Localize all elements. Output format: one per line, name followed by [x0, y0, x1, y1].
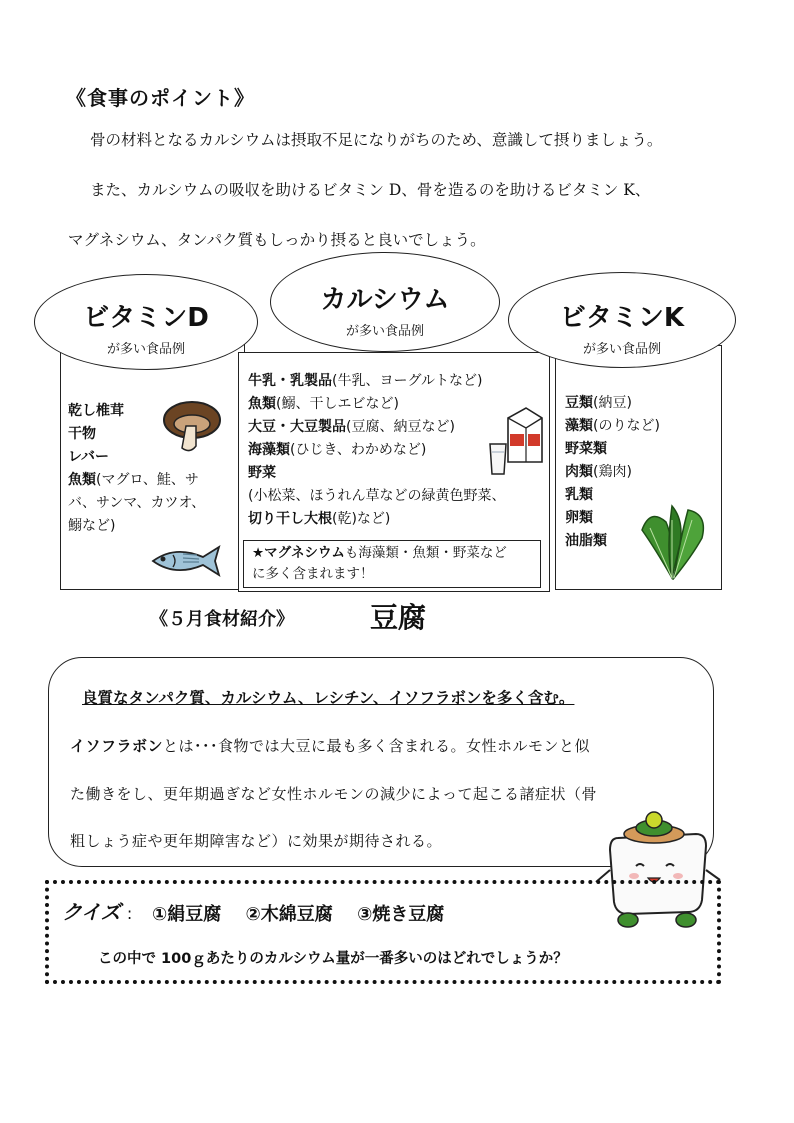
list-item: 豆類(納豆) [565, 395, 632, 411]
list-item: 干物 [68, 426, 96, 442]
list-item-continued: 鰯など) [68, 518, 116, 534]
info-line-2: た働きをし、更年期過ぎなど女性ホルモンの減少によって起こる諸症状（骨 [70, 785, 598, 803]
list-item: 切り干し大根(乾)など) [248, 511, 391, 527]
vitamin-d-subtitle: が多い食品例 [106, 342, 185, 357]
quiz-box [45, 880, 721, 984]
list-item: 卵類 [565, 510, 593, 526]
intro-line-3: マグネシウム、タンパク質もしっかり摂ると良いでしょう。 [68, 231, 486, 249]
vitamin-k-oval [508, 272, 736, 368]
quiz-label: クイズ : [62, 900, 133, 924]
featured-label: 《５月食材紹介》 [150, 609, 294, 630]
vitamin-k-subtitle: が多い食品例 [582, 342, 661, 357]
info-line-3: 粗しょう症や更年期障害など）に効果が期待される。 [70, 832, 443, 850]
list-item: 肉類(鶏肉) [565, 464, 632, 480]
list-item: 油脂類 [565, 533, 607, 549]
list-item: 乳類 [565, 487, 593, 503]
quiz-option-3: ③焼き豆腐 [357, 904, 445, 925]
info-line-1: イソフラボンとは･･･食物では大豆に最も多く含まれる。女性ホルモンと似 [70, 737, 591, 755]
intro-line-2: また、カルシウムの吸収を助けるビタミン D、骨を造るのを助けるビタミン K、 [90, 181, 651, 199]
quiz-question: この中で 100ｇあたりのカルシウム量が一番多いのはどれでしょうか？ [98, 951, 568, 967]
list-item: 魚類(マグロ、鮭、サ [68, 472, 199, 488]
list-item: 魚類(鰯、干しエビなど) [248, 396, 399, 412]
list-item: 野菜 [248, 465, 276, 481]
intro-line-1: 骨の材料となるカルシウムは摂取不足になりがちのため、意識して摂りましょう。 [90, 131, 663, 149]
magnesium-note: ★マグネシウムも海藻類・魚類・野菜など に多く含まれます！ [243, 540, 541, 588]
calcium-oval [270, 252, 500, 352]
calcium-subtitle: が多い食品例 [345, 324, 424, 339]
milk-carton-icon [486, 404, 546, 476]
featured-name: 豆腐 [370, 601, 427, 634]
vitamin-k-title: ビタミンK [559, 303, 685, 333]
list-item: 野菜類 [565, 441, 607, 457]
shiitake-mushroom-icon [160, 396, 224, 456]
spinach-icon [636, 500, 710, 580]
quiz-options [152, 900, 444, 926]
fish-icon [145, 543, 225, 579]
quiz-option-1: ①絹豆腐 [152, 904, 222, 925]
list-item: レバー [68, 449, 110, 465]
vitamin-d-title: ビタミンD [83, 303, 209, 333]
quiz-option-2: ②木綿豆腐 [245, 904, 333, 925]
page-heading: 《食事のポイント》 [66, 86, 255, 110]
list-item: 海藻類(ひじき、わかめなど) [248, 442, 427, 458]
list-item-continued: バ、サンマ、カツオ、 [68, 495, 206, 511]
calcium-title: カルシウム [320, 285, 450, 315]
list-item: 藻類(のりなど) [565, 418, 660, 434]
vitamin-d-oval [34, 274, 258, 370]
list-item: 牛乳・乳製品(牛乳、ヨーグルトなど) [248, 373, 483, 389]
list-item-continued: (小松菜、ほうれん草などの緑黄色野菜、 [248, 488, 506, 504]
info-headline: 良質なタンパク質、カルシウム、レシチン、イソフラボンを多く含む。 [82, 689, 575, 707]
list-item: 大豆・大豆製品(豆腐、納豆など) [248, 419, 455, 435]
list-item: 乾し椎茸 [68, 403, 124, 419]
